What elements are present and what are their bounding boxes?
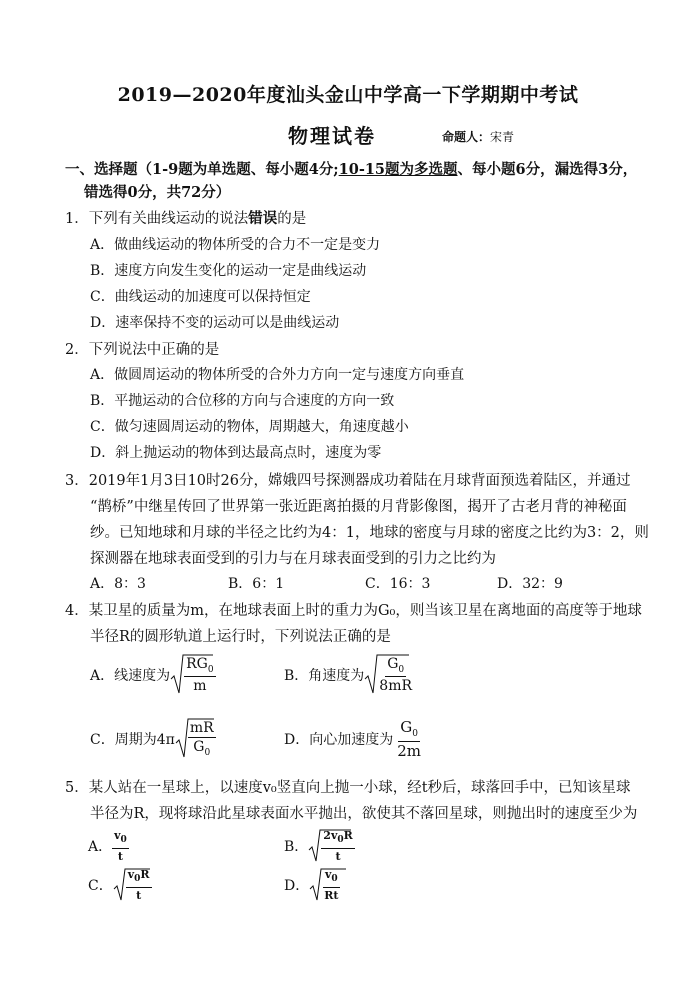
subscript-zero: 0 [134, 874, 141, 885]
author-line [442, 128, 514, 145]
q5-a-denominator: t [117, 849, 123, 863]
q4-b-numerator: G [387, 655, 399, 672]
q5-option-d [284, 867, 340, 903]
author-name: 宋青 [490, 130, 515, 144]
q4-option-c-fraction [188, 721, 216, 758]
q1-option-a: A．做曲线运动的物体所受的合力不一定是变力 [90, 237, 381, 253]
q3-option-b: B．6：1 [228, 576, 285, 592]
q2-option-d: D．斜上抛运动的物体到达最高点时，速度为零 [90, 445, 382, 461]
q4-line1: 4．某卫星的质量为m，在地球表面上时的重力为G₀，则当该卫星在离地面的高度等于地球 [65, 603, 642, 619]
section-heading-line2: 错选得0分，共72分） [84, 184, 231, 201]
q4-option-c [90, 717, 216, 761]
q4-b-denominator: 8mR [379, 678, 413, 695]
subscript-zero: 0 [331, 874, 338, 885]
question-2-stem: 2．下列说法中正确的是 [65, 342, 220, 358]
section-heading-part1: 一、选择题（1-9题为单选题、每小题4分; [65, 161, 339, 178]
q5-option-b [284, 828, 355, 864]
q3-line2: “鹊桥”中继星传回了世界第一张近距离拍摄的月背影像图，揭开了古老月背的神秘面 [90, 499, 627, 515]
q3-option-d: D．32：9 [497, 576, 563, 592]
q3-line4: 探测器在地球表面受到的引力与在月球表面受到的引力之比约为 [90, 551, 496, 567]
question-1-stem [65, 207, 306, 228]
q5-option-b-label: B． [284, 839, 309, 855]
q5-option-d-fraction [322, 869, 340, 900]
q4-c-numerator: mR [189, 719, 214, 736]
page-subtitle: 物理试卷 [288, 124, 376, 148]
q4-a-numerator: RG [186, 655, 208, 672]
subscript-zero: 0 [337, 835, 344, 846]
section-heading-part3: 、每小题6分，漏选得3分， [457, 161, 638, 178]
q5-line2: 半径为R，现将球沿此星球表面水平抛出，欲使其不落回星球，则抛出时的速度至少为 [90, 806, 638, 822]
q4-option-a [90, 653, 216, 697]
q5-option-c-fraction [126, 869, 152, 900]
q4-c-denominator: G [193, 738, 205, 755]
q5-c-numerator: v [127, 868, 135, 882]
section-heading-line1 [65, 158, 637, 179]
subscript-zero: 0 [204, 747, 211, 758]
q1-option-c: C．曲线运动的加速度可以保持恒定 [90, 289, 311, 305]
q5-option-c-label: C． [88, 878, 113, 894]
q4-option-b-fraction [377, 657, 414, 694]
q5-b-numerator-r: R [343, 829, 353, 843]
q5-c-denominator: t [136, 888, 142, 902]
subscript-zero: 0 [398, 664, 405, 675]
q4-option-a-fraction [184, 657, 215, 694]
q1-option-d: D．速率保持不变的运动可以是曲线运动 [90, 315, 340, 331]
q3-line3: 纱。已知地球和月球的半径之比约为4：1，地球的密度与月球的密度之比约为3：2，则 [90, 525, 649, 541]
q3-option-c: C．16：3 [365, 576, 431, 592]
q5-b-numerator: 2v [323, 829, 338, 843]
q1-option-b: B．速度方向发生变化的运动一定是曲线运动 [90, 263, 367, 279]
q5-option-a [88, 828, 129, 864]
q5-option-b-fraction [321, 830, 354, 861]
q3-option-a: A．8：3 [90, 576, 146, 592]
q1-stem-emph: 错误 [248, 210, 278, 227]
q4-option-b-label: B．角速度为 [284, 668, 365, 684]
q5-c-numerator-r: R [140, 868, 150, 882]
q4-a-denominator: m [193, 678, 207, 695]
subscript-zero: 0 [207, 664, 214, 675]
page-title: 2019—2020年度汕头金山中学高一下学期期中考试 [117, 84, 579, 106]
q1-stem-c: 的是 [277, 211, 307, 227]
q5-d-numerator: v [325, 868, 332, 882]
q5-option-a-fraction [112, 830, 129, 861]
q4-option-c-label: C．周期为4π [90, 732, 175, 748]
q5-option-d-label: D． [284, 878, 310, 894]
q4-option-d-fraction [395, 717, 423, 760]
subscript-zero: 0 [412, 728, 418, 739]
q4-d-denominator: 2m [397, 741, 422, 760]
q4-d-numerator: G [400, 717, 413, 736]
q5-a-numerator: v [114, 829, 121, 843]
q4-option-d [284, 717, 423, 761]
section-heading-multi: 10-15题为多选题 [338, 161, 458, 178]
q3-line1: 3．2019年1月3日10时26分，嫦娥四号探测器成功着陆在月球背面预选着陆区，并通过 [65, 473, 631, 489]
author-label: 命题人： [442, 130, 491, 144]
q2-option-c: C．做匀速圆周运动的物体，周期越大，角速度越小 [90, 419, 409, 435]
subscript-zero: 0 [120, 835, 127, 846]
q5-line1: 5．某人站在一星球上，以速度v₀竖直向上抛一小球，经t秒后，球落回手中，已知该星球 [65, 780, 631, 796]
q4-line2: 半径R的圆形轨道上运行时，下列说法正确的是 [90, 629, 391, 645]
q5-b-denominator: t [335, 849, 341, 863]
q1-stem-a: 1．下列有关曲线运动的说法 [65, 211, 249, 227]
q5-option-a-label: A． [88, 839, 113, 855]
q2-option-a: A．做圆周运动的物体所受的合外力方向一定与速度方向垂直 [90, 367, 465, 383]
q4-option-a-label: A．线速度为 [90, 668, 171, 684]
q5-d-denominator: Rt [324, 888, 339, 902]
q4-option-b [284, 653, 414, 697]
q2-option-b: B．平抛运动的合位移的方向与合速度的方向一致 [90, 393, 395, 409]
q5-option-c [88, 867, 152, 903]
q4-option-d-label: D．向心加速度为 [284, 732, 394, 748]
